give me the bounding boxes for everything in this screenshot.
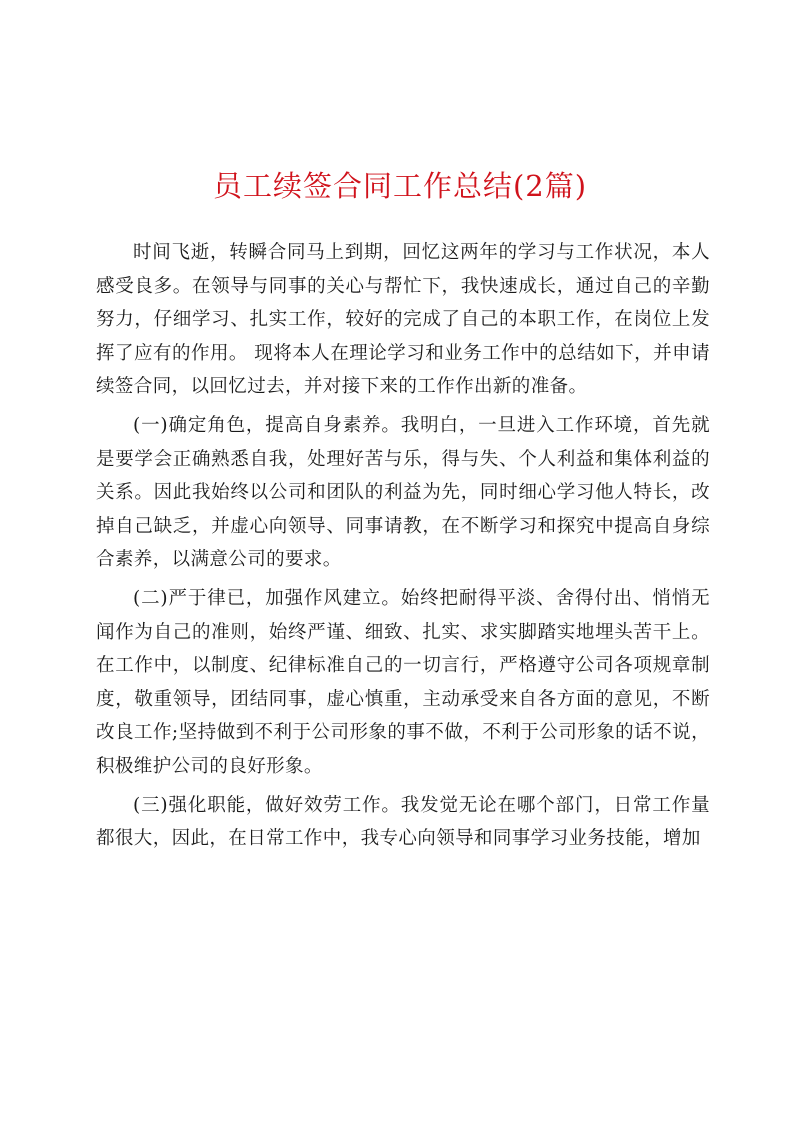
- document-title: 员工续签合同工作总结(2篇): [212, 169, 588, 203]
- document-body: [96, 236, 710, 861]
- paragraph-section-3: (三)强化职能，做好效劳工作。我发觉无论在哪个部门，日常工作量都很大，因此，在日常工作中，我专心向领导和同事学习业务技能，增加: [96, 794, 710, 850]
- paragraph-intro: 时间飞逝，转瞬合同马上到期，回忆这两年的学习与工作状况，本人感受良多。在领导与同事的关心与帮忙下，我快速成长，通过自己的辛勤努力，仔细学习、扎实工作，较好的完成了自己的本职工作，在岗位上发挥了应有的作用。 现将本人在理论学习和业务工作中的总结如下，并申请续签合同，以回忆过去，并对接下来的工作作出新的准备。: [96, 242, 710, 398]
- paragraph-section-2: (二)严于律已，加强作风建立。始终把耐得平淡、舍得付出、悄悄无闻作为自己的准则，始终严谨、细致、扎实、求实脚踏实地埋头苦干上。在工作中，以制度、纪律标准自己的一切言行，严格遵守公司各项规章制度，敬重领导，团结同事，虚心慎重，主动承受来自各方面的意见，不断改良工作;坚持做到不利于公司形象的事不做，不利于公司形象的话不说，积极维护公司的良好形象。: [96, 587, 710, 777]
- paragraph-section-1: (一)确定角色，提高自身素养。我明白，一旦进入工作环境，首先就是要学会正确熟悉自我，处理好苦与乐，得与失、个人利益和集体利益的关系。因此我始终以公司和团队的利益为先，同时细心学习他人特长，改掉自己缺乏，并虚心向领导、同事请教，在不断学习和探究中提高自身综合素养，以满意公司的要求。: [96, 414, 710, 571]
